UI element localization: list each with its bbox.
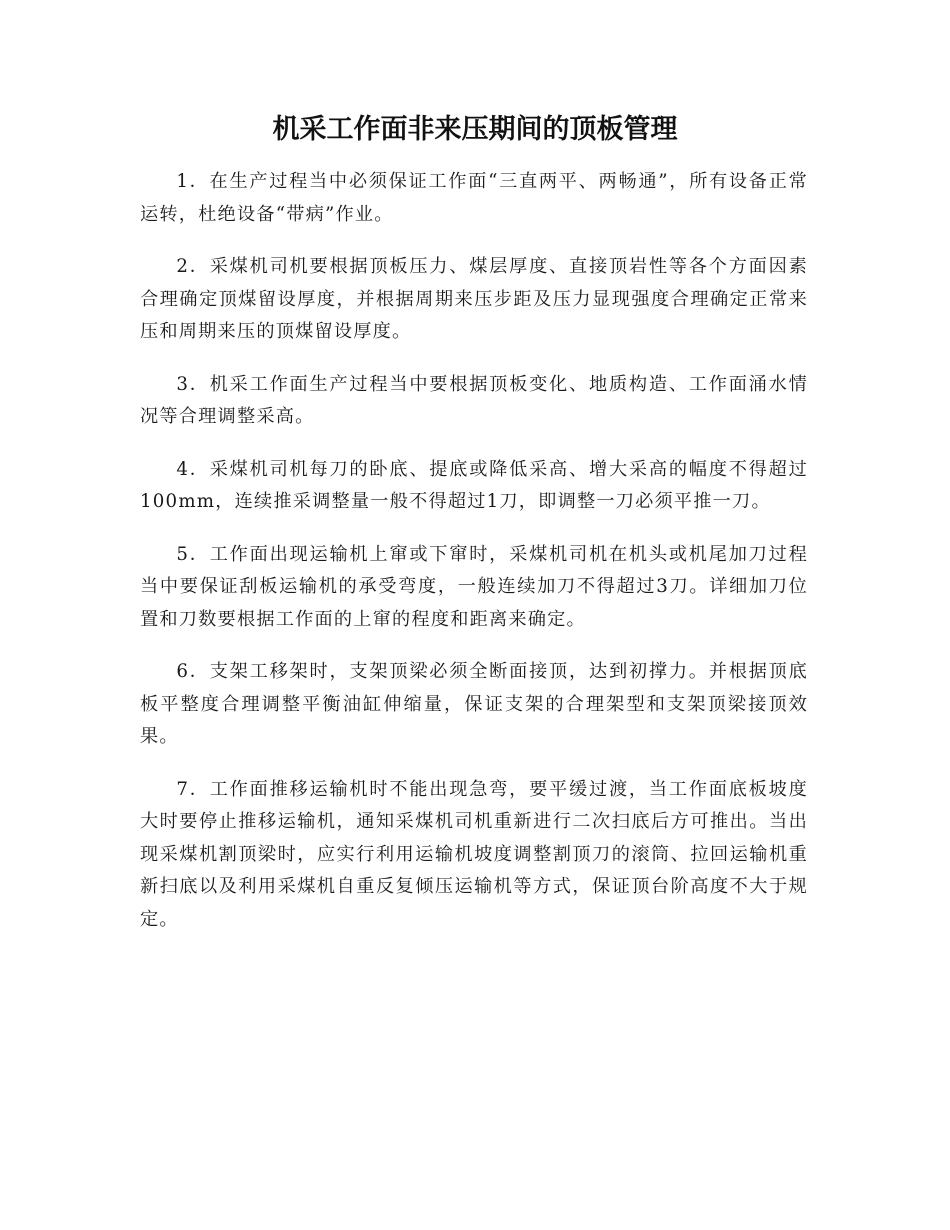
paragraph-5: 5．工作面出现运输机上窜或下窜时，采煤机司机在机头或机尾加刀过程当中要保证刮板运输机的承受弯度，一般连续加刀不得超过3刀。详细加刀位置和刀数要根据工作面的上窜的程度和距离来确定。 [140, 543, 808, 630]
paragraph-6: 6．支架工移架时，支架顶梁必须全断面接顶，达到初撑力。并根据顶底板平整度合理调整平衡油缸伸缩量，保证支架的合理架型和支架顶梁接顶效果。 [140, 661, 808, 747]
paragraph-3: 3．机采工作面生产过程当中要根据顶板变化、地质构造、工作面涌水情况等合理调整采高。 [140, 373, 808, 427]
document-body [140, 166, 808, 956]
paragraph-2: 2．采煤机司机要根据顶板压力、煤层厚度、直接顶岩性等各个方面因素合理确定顶煤留设厚度，并根据周期来压步距及压力显现强度合理确定正常来压和周期来压的顶煤留设厚度。 [140, 256, 808, 342]
paragraph-7: 7．工作面推移运输机时不能出现急弯，要平缓过渡，当工作面底板坡度大时要停止推移运输机，通知采煤机司机重新进行二次扫底后方可推出。当出现采煤机割顶梁时，应实行利用运输机坡度调整割顶刀的滚筒、拉回运输机重新扫底以及利用采煤机自重反复倾压运输机等方式，保证顶台阶高度不大于规定。 [140, 778, 808, 930]
paragraph-4: 4．采煤机司机每刀的卧底、提底或降低采高、增大采高的幅度不得超过100mm，连续推采调整量一般不得超过1刀，即调整一刀必须平推一刀。 [140, 458, 808, 512]
paragraph-1: 1．在生产过程当中必须保证工作面“三直两平、两畅通”，所有设备正常运转，杜绝设备“带病”作业。 [140, 171, 808, 225]
document-title: 机采工作面非来压期间的顶板管理 [272, 114, 678, 145]
